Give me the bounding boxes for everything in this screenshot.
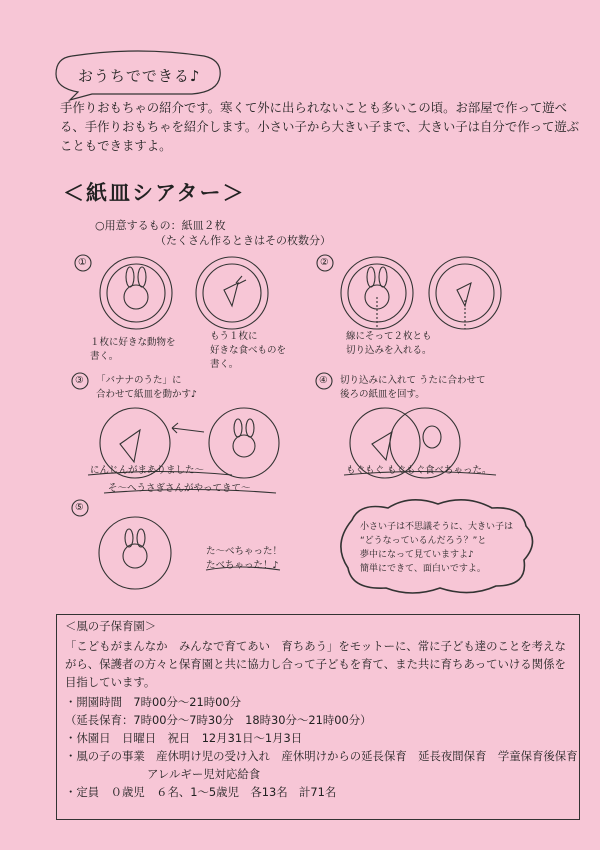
plate-carrot-cut — [429, 257, 501, 329]
nursery-info-box — [56, 614, 580, 820]
rabbit-face — [124, 285, 148, 309]
step2-line2: 切り込みを入れる。 — [346, 345, 432, 356]
cloud-line1: 小さい子は不思議そうに、大きい子は — [360, 522, 514, 532]
speech4-line1: た〜べちゃった！ — [206, 546, 283, 557]
step-number-1: ① — [78, 257, 87, 268]
speech4-line2: たべちゃった！♪ — [206, 560, 279, 571]
step-number-5: ⑤ — [75, 502, 84, 513]
nursery-holidays: ・休園日 日曜日 祝日 12月31日〜1月3日 — [65, 731, 303, 745]
step1-note — [90, 336, 176, 364]
step1-line1: １枚に好きな動物を — [90, 337, 176, 348]
carrot-drawing — [224, 283, 238, 306]
intro-text: 手作りおもちゃの紹介です。寒くて外に出られないことも多いこの頃。お部屋で作って遊べる、手作りおもちゃを紹介します。小さい子から大きい子まで、大きい子は自分で作って遊ぶこともできますよ。 — [60, 100, 580, 153]
cloud-line3: 夢中になって見ていますよ♪ — [360, 550, 474, 560]
step1b-line2: 好きな食べものを — [210, 345, 287, 356]
speech-3: もぐもぐ もぐもぐ食べちゃった。 — [346, 465, 492, 476]
step4-line2: 後ろの紙皿を回す。 — [340, 389, 425, 400]
step-number-2: ② — [320, 257, 329, 268]
nursery-details — [65, 693, 578, 801]
arrow-left — [172, 423, 204, 433]
speech-1: にんじんがまありました〜 — [90, 465, 205, 476]
speech-4 — [206, 545, 282, 573]
step1-line2: 書く。 — [90, 351, 119, 362]
theater-title: ＜紙皿シアター＞ — [63, 181, 246, 205]
materials-line1: ○用意するもの：紙皿２枚 — [95, 219, 226, 232]
plate-step3-rabbit — [209, 408, 279, 478]
plate-carrot — [196, 257, 268, 329]
step3-line1: 「バナナのうた」に — [96, 375, 182, 386]
cloud-text — [360, 520, 520, 576]
step3-note — [96, 374, 197, 402]
cloud-line2: “どうなっているんだろう？”と — [360, 536, 487, 546]
step-number-4: ④ — [319, 375, 328, 386]
step1b-note — [210, 330, 286, 372]
bubble-text: おうちでできる♪ — [78, 67, 201, 85]
plate-rabbit — [100, 257, 172, 329]
nursery-capacity: ・定員 ０歳児 ６名、1〜5歳児 各13名 計71名 — [65, 785, 337, 799]
step4-line1: 切り込みに入れて うたに合わせて — [340, 375, 486, 386]
step3-line2: 合わせて紙皿を動かす♪ — [96, 389, 198, 400]
nursery-motto: 「こどもがまんなか みんなで育てあい 育ちあう」をモットーに、常に子ども達のことを考えながら、保護者の方々と保育園と共に協力し合って子どもを育て、また共に育ちあっていける関係を目指しています。 — [65, 639, 566, 689]
nursery-title: ＜風の子保育園＞ — [65, 619, 157, 633]
speech-2: そ〜へうさぎさんがやってきて〜 — [108, 483, 251, 494]
step-number-3: ③ — [75, 375, 84, 386]
nursery-hours: ・開園時間 7時00分〜21時00分 — [65, 695, 242, 709]
nursery-services-2: アレルギー児対応給食 — [147, 767, 261, 781]
plate-step5 — [99, 517, 171, 589]
cloud-line4: 簡単にできて、面白いですよ。 — [360, 564, 486, 574]
nursery-extended: （延長保育：7時00分〜7時30分 18時30分〜21時00分） — [65, 713, 372, 727]
step2-note — [346, 330, 432, 358]
materials-line2: （たくさん作るときはその枚数分） — [155, 234, 331, 247]
nursery-services: ・風の子の事業 産休明け児の受け入れ 産休明けからの延長保育 延長夜間保育 学童保育後保育 — [65, 749, 578, 763]
step1b-line3: 書く。 — [210, 359, 239, 370]
step2-line1: 線にそって２枚とも — [346, 331, 432, 342]
step4-note — [340, 374, 486, 402]
step1b-line1: もう１枚に — [210, 331, 258, 342]
